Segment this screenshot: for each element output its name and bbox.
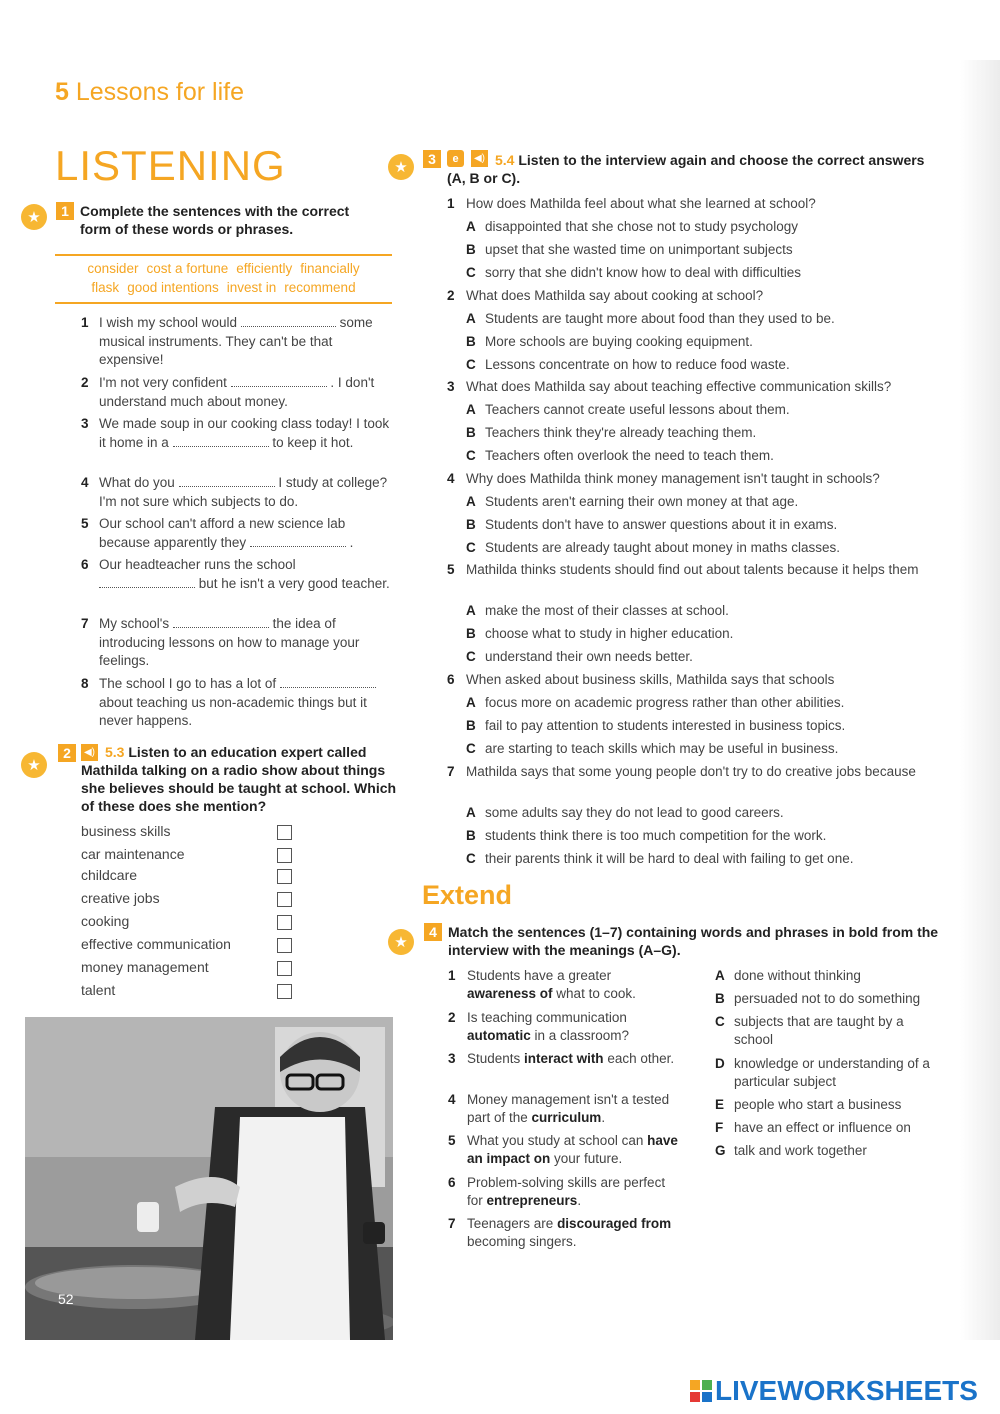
meaning-text: talk and work together <box>734 1143 867 1158</box>
option-letter: A <box>466 219 476 234</box>
sentence-part: . <box>601 1110 606 1125</box>
sentence-text <box>81 314 393 370</box>
word-box-item: flask <box>91 280 120 295</box>
meaning-text: persuaded not to do something <box>734 991 921 1006</box>
exercise-2-checklist <box>81 823 301 1003</box>
sentence-before: Our headteacher runs the school <box>99 557 296 572</box>
answer-option[interactable] <box>466 356 936 374</box>
bold-phrase: entrepreneurs <box>486 1193 578 1208</box>
star-icon: ★ <box>388 929 414 955</box>
question-number: 1 <box>447 196 455 211</box>
exercise-3-question <box>447 195 922 213</box>
sentence-after: but he isn't a very good teacher. <box>198 575 390 591</box>
sentence-after: . <box>349 534 354 550</box>
sentence-part: in a classroom? <box>530 1028 630 1043</box>
bold-phrase: discouraged from <box>557 1216 672 1231</box>
exercise-3-question <box>447 378 922 396</box>
sentence-text <box>448 1215 680 1251</box>
sentence-text <box>81 374 393 411</box>
option-text: Students are already taught about money in maths classes. <box>485 540 840 555</box>
sentence-text <box>81 615 393 671</box>
word-box-item: financially <box>300 261 360 276</box>
sentence-before: Our school can't afford a new science lab because apparently they <box>99 516 346 550</box>
exercise-1-sentence <box>81 515 393 552</box>
meaning-text: done without thinking <box>734 968 861 983</box>
sentence-text <box>81 474 393 511</box>
checklist-item <box>81 913 296 933</box>
option-letter: A <box>466 494 476 509</box>
speaker-icon[interactable]: ◀) <box>471 150 488 167</box>
sentence-number: 4 <box>81 475 89 490</box>
word-box-top-rule <box>55 254 392 256</box>
sentence-part: Students have a greater <box>467 968 612 983</box>
option-letter: C <box>466 851 476 866</box>
exercise-4-sentence <box>448 1174 680 1210</box>
answer-option[interactable] <box>466 539 936 557</box>
bold-phrase: interact with <box>524 1051 604 1066</box>
word-box-item: efficiently <box>236 261 293 276</box>
option-text: Students don't have to answer questions about it in exams. <box>485 517 838 532</box>
exercise-2-instruction-text: Listen to an education expert called Mathilda talking on a radio show about things she believes should be taught at school. Which of these does she mention? <box>81 744 397 814</box>
unit-name: Lessons for life <box>75 78 244 106</box>
answer-option[interactable] <box>466 424 936 442</box>
checklist-item <box>81 867 296 887</box>
sentence-text <box>81 556 393 593</box>
exercise-4-meaning[interactable] <box>715 990 945 1008</box>
answer-option[interactable] <box>466 516 936 534</box>
checkbox-icon[interactable] <box>277 938 292 953</box>
meaning-text: knowledge or understanding of a particular subject <box>734 1056 930 1089</box>
exercise-3-question <box>447 671 922 689</box>
sentence-after: I study at college? I'm not sure which subjects to do. <box>99 475 388 509</box>
star-icon: ★ <box>21 204 47 230</box>
e-badge: e <box>447 150 464 167</box>
sentence-number: 1 <box>81 315 89 330</box>
footer-brand-text: LIVEWORKSHEETS <box>715 1375 978 1406</box>
exercise-4-meaning[interactable] <box>715 1119 945 1137</box>
exercise-2-instruction <box>81 743 399 815</box>
meaning-letter: G <box>715 1143 726 1158</box>
option-text: Teachers think they're already teaching them. <box>485 425 757 440</box>
sentence-part: what to cook. <box>552 986 636 1001</box>
sentence-text <box>448 1132 680 1168</box>
checklist-label: childcare <box>81 867 138 883</box>
option-text: Students aren't earning their own money at that age. <box>485 494 799 509</box>
answer-option[interactable] <box>466 602 936 620</box>
checklist-label: cooking <box>81 913 130 929</box>
option-letter: C <box>466 265 476 280</box>
option-letter: C <box>466 741 476 756</box>
checklist-item <box>81 890 296 910</box>
exercise-2-number: 2 <box>58 744 76 762</box>
question-text: When asked about business skills, Mathilda says that schools <box>466 672 835 687</box>
question-text: Why does Mathilda think money management isn't taught in schools? <box>466 471 880 486</box>
answer-blank[interactable] <box>241 315 336 327</box>
meaning-letter: D <box>715 1056 725 1071</box>
answer-blank[interactable] <box>99 576 195 588</box>
option-text: their parents think it will be hard to deal with failing to get one. <box>485 851 854 866</box>
sentence-number: 2 <box>448 1010 456 1025</box>
sentence-text <box>448 1009 680 1045</box>
exercise-4-sentence <box>448 1050 680 1068</box>
question-text: What does Mathilda say about teaching effective communication skills? <box>466 379 892 394</box>
sentence-before: I'm not very confident <box>99 375 227 390</box>
answer-option[interactable] <box>466 827 936 845</box>
option-text: fail to pay attention to students interested in business topics. <box>485 718 846 733</box>
option-text: disappointed that she chose not to study psychology <box>485 219 798 234</box>
exercise-3-instruction-text: Listen to the interview again and choose the correct answers (A, B or C). <box>447 152 925 186</box>
option-letter: A <box>466 603 476 618</box>
footer-brand <box>690 1375 978 1407</box>
sentence-after: some musical instruments. They can't be that expensive! <box>99 315 373 367</box>
sentence-number: 5 <box>81 516 89 531</box>
option-letter: B <box>466 242 476 257</box>
answer-blank[interactable] <box>280 676 376 688</box>
checklist-label: money management <box>81 959 209 975</box>
option-text: Students are taught more about food than they used to be. <box>485 311 835 326</box>
checkbox-icon[interactable] <box>277 961 292 976</box>
answer-option[interactable] <box>466 493 936 511</box>
checklist-item <box>81 823 296 843</box>
bold-phrase: awareness of <box>467 986 553 1001</box>
checklist-label: effective communication <box>81 936 231 952</box>
meaning-letter: E <box>715 1097 725 1112</box>
checklist-label: talent <box>81 982 116 998</box>
answer-option[interactable] <box>466 264 936 282</box>
option-text: focus more on academic progress rather than other abilities. <box>485 695 845 710</box>
meaning-letter: B <box>715 991 725 1006</box>
page-number: 52 <box>58 1291 74 1307</box>
checklist-item <box>81 846 296 866</box>
exercise-3-number: 3 <box>423 150 441 168</box>
option-letter: C <box>466 649 476 664</box>
photo-boy-cooking <box>25 1017 393 1340</box>
sentence-part: becoming singers. <box>467 1234 577 1249</box>
meaning-text: have an effect or influence on <box>734 1120 911 1135</box>
unit-title <box>55 78 244 107</box>
checklist-label: creative jobs <box>81 890 160 906</box>
sentence-number: 3 <box>448 1051 456 1066</box>
extend-heading: Extend <box>422 880 513 910</box>
exercise-4-meaning[interactable] <box>715 967 945 985</box>
answer-option[interactable] <box>466 804 936 822</box>
answer-blank[interactable] <box>231 375 327 387</box>
sentence-number: 6 <box>81 557 89 572</box>
option-letter: B <box>466 828 476 843</box>
option-text: some adults say they do not lead to good careers. <box>485 805 784 820</box>
sentence-number: 7 <box>448 1216 456 1231</box>
speaker-icon[interactable]: ◀) <box>81 744 98 761</box>
checkbox-icon[interactable] <box>277 892 292 907</box>
section-title: LISTENING <box>55 142 286 189</box>
sentence-part: Is teaching communication <box>467 1010 627 1025</box>
photo-illustration <box>25 1017 393 1340</box>
star-icon: ★ <box>388 154 414 180</box>
answer-blank[interactable] <box>173 435 269 447</box>
checklist-label: business skills <box>81 823 171 839</box>
star-icon: ★ <box>21 752 47 778</box>
meaning-text: subjects that are taught by a school <box>734 1014 904 1047</box>
question-text: What does Mathilda say about cooking at school? <box>466 288 764 303</box>
answer-option[interactable] <box>466 241 936 259</box>
bold-phrase: automatic <box>467 1028 531 1043</box>
sentence-after: about teaching us non-academic things but it never happens. <box>99 694 367 728</box>
word-box-item: good intentions <box>127 280 219 295</box>
answer-option[interactable] <box>466 401 936 419</box>
exercise-4-instruction: Match the sentences (1–7) containing words and phrases in bold from the interview with the meanings (A–G). <box>448 924 939 958</box>
liveworksheets-logo-icon <box>690 1377 712 1399</box>
meaning-letter: C <box>715 1014 725 1029</box>
sentence-text <box>81 415 393 452</box>
exercise-4-meaning[interactable] <box>715 1013 945 1049</box>
exercise-1-sentence <box>81 474 393 511</box>
option-text: are starting to teach skills which may be useful in business. <box>485 741 839 756</box>
exercise-3-question <box>447 561 922 579</box>
option-letter: A <box>466 805 476 820</box>
exercise-3-question <box>447 470 922 488</box>
exercise-1-sentence <box>81 415 393 452</box>
option-text: More schools are buying cooking equipment. <box>485 334 753 349</box>
option-letter: B <box>466 626 476 641</box>
exercise-1-sentence <box>81 556 393 593</box>
exercise-4-sentence <box>448 967 680 1003</box>
option-letter: C <box>466 357 476 372</box>
answer-option[interactable] <box>466 218 936 236</box>
track-number: 5.4 <box>495 152 515 168</box>
unit-number: 5 <box>55 78 69 106</box>
exercise-1-instruction: Complete the sentences with the correct form of these words or phrases. <box>80 203 350 237</box>
answer-option[interactable] <box>466 625 936 643</box>
sentence-number: 3 <box>81 416 89 431</box>
track-number: 5.3 <box>105 744 125 760</box>
sentence-after: to keep it hot. <box>272 434 354 450</box>
exercise-4-number: 4 <box>424 923 442 941</box>
answer-option[interactable] <box>466 310 936 328</box>
checkbox-icon[interactable] <box>277 848 292 863</box>
option-letter: B <box>466 517 476 532</box>
answer-option[interactable] <box>466 447 936 465</box>
question-text: Mathilda says that some young people don't try to do creative jobs because <box>466 764 916 779</box>
option-text: Lessons concentrate on how to reduce food waste. <box>485 357 790 372</box>
exercise-1-sentence <box>81 374 393 411</box>
sentence-text <box>448 1091 680 1127</box>
word-box-item: invest in <box>226 280 277 295</box>
sentence-text <box>448 967 680 1003</box>
exercise-3-question <box>447 763 922 781</box>
checkbox-icon[interactable] <box>277 984 292 999</box>
exercise-4-sentence <box>448 1009 680 1045</box>
sentence-part: Students <box>467 1051 525 1066</box>
checkbox-icon[interactable] <box>277 915 292 930</box>
exercise-4-meaning[interactable] <box>715 1142 945 1160</box>
sentence-before: What do you <box>99 475 175 490</box>
sentence-after: . I don't understand much about money. <box>99 375 375 409</box>
page-edge-shadow <box>960 60 1000 1340</box>
word-box-bottom-rule <box>55 302 392 304</box>
sentence-number: 6 <box>448 1175 456 1190</box>
meaning-text: people who start a business <box>734 1097 902 1112</box>
option-letter: B <box>466 718 476 733</box>
exercise-4-sentence <box>448 1132 680 1168</box>
exercise-1-sentence <box>81 675 393 731</box>
sentence-number: 2 <box>81 375 89 390</box>
sentence-text <box>448 1174 680 1210</box>
sentence-text <box>81 675 393 731</box>
option-text: Teachers often overlook the need to teach them. <box>485 448 774 463</box>
option-letter: B <box>466 334 476 349</box>
answer-option[interactable] <box>466 740 936 758</box>
sentence-part: . <box>577 1193 582 1208</box>
exercise-3-question <box>447 287 922 305</box>
exercise-4-meaning[interactable] <box>715 1055 945 1091</box>
word-box-item: recommend <box>284 280 356 295</box>
exercise-1-number: 1 <box>56 202 74 220</box>
checklist-item <box>81 982 296 1002</box>
sentence-part: each other. <box>603 1051 675 1066</box>
exercise-3-instruction <box>447 151 947 187</box>
exercise-4-meaning[interactable] <box>715 1096 945 1114</box>
checklist-label: car maintenance <box>81 846 185 862</box>
sentence-part: Money management isn't a tested part of the <box>467 1092 670 1125</box>
question-text: Mathilda thinks students should find out about talents because it helps them <box>466 562 919 577</box>
exercise-4-sentence <box>448 1215 680 1251</box>
sentence-number: 5 <box>448 1133 456 1148</box>
question-number: 5 <box>447 562 455 577</box>
question-text: How does Mathilda feel about what she learned at school? <box>466 196 816 211</box>
word-box-line <box>55 259 392 278</box>
option-text: students think there is too much competition for the work. <box>485 828 827 843</box>
option-text: Teachers cannot create useful lessons about them. <box>485 402 790 417</box>
word-box <box>55 259 392 297</box>
sentence-part: Problem-solving skills are perfect for <box>467 1175 666 1208</box>
bold-phrase: have an impact on <box>467 1133 678 1166</box>
checkbox-icon[interactable] <box>277 869 292 884</box>
sentence-before: My school's <box>99 616 170 631</box>
sentence-before: The school I go to has a lot of <box>99 676 277 691</box>
question-number: 2 <box>447 288 455 303</box>
exercise-4-sentence <box>448 1091 680 1127</box>
option-letter: C <box>466 448 476 463</box>
question-number: 4 <box>447 471 455 486</box>
sentence-before: I wish my school would <box>99 315 238 330</box>
option-letter: B <box>466 425 476 440</box>
option-letter: C <box>466 540 476 555</box>
checklist-item <box>81 936 296 956</box>
exercise-1-sentence <box>81 314 393 370</box>
word-box-item: consider <box>87 261 139 276</box>
answer-option[interactable] <box>466 850 936 868</box>
option-letter: A <box>466 402 476 417</box>
sentence-part: your future. <box>550 1151 623 1166</box>
exercise-1-sentence <box>81 615 393 671</box>
option-text: understand their own needs better. <box>485 649 693 664</box>
option-letter: A <box>466 695 476 710</box>
option-text: sorry that she didn't know how to deal with difficulties <box>485 265 801 280</box>
sentence-text <box>448 1050 680 1068</box>
option-text: choose what to study in higher education. <box>485 626 734 641</box>
word-box-item: cost a fortune <box>146 261 229 276</box>
answer-option[interactable] <box>466 694 936 712</box>
sentence-part: Teenagers are <box>467 1216 558 1231</box>
checklist-item <box>81 959 296 979</box>
sentence-after: the idea of introducing lessons on how to manage your feelings. <box>99 616 360 668</box>
answer-blank[interactable] <box>173 616 269 628</box>
sentence-part: What you study at school can <box>467 1133 648 1148</box>
sentence-number: 4 <box>448 1092 456 1107</box>
question-number: 3 <box>447 379 455 394</box>
word-box-line <box>55 278 392 297</box>
answer-blank[interactable] <box>179 475 275 487</box>
sentence-number: 8 <box>81 676 89 691</box>
option-letter: A <box>466 311 476 326</box>
answer-blank[interactable] <box>250 535 346 547</box>
sentence-before: We made soup in our cooking class today! I took it home in a <box>99 416 390 450</box>
sentence-number: 1 <box>448 968 456 983</box>
question-number: 7 <box>447 764 455 779</box>
sentence-number: 7 <box>81 616 89 631</box>
answer-option[interactable] <box>466 717 936 735</box>
answer-option[interactable] <box>466 333 936 351</box>
sentence-text <box>81 515 393 552</box>
bold-phrase: curriculum <box>531 1110 602 1125</box>
option-text: make the most of their classes at school. <box>485 603 729 618</box>
answer-option[interactable] <box>466 648 936 666</box>
question-number: 6 <box>447 672 455 687</box>
checkbox-icon[interactable] <box>277 825 292 840</box>
meaning-letter: A <box>715 968 725 983</box>
meaning-letter: F <box>715 1120 724 1135</box>
option-text: upset that she wasted time on unimportant subjects <box>485 242 793 257</box>
